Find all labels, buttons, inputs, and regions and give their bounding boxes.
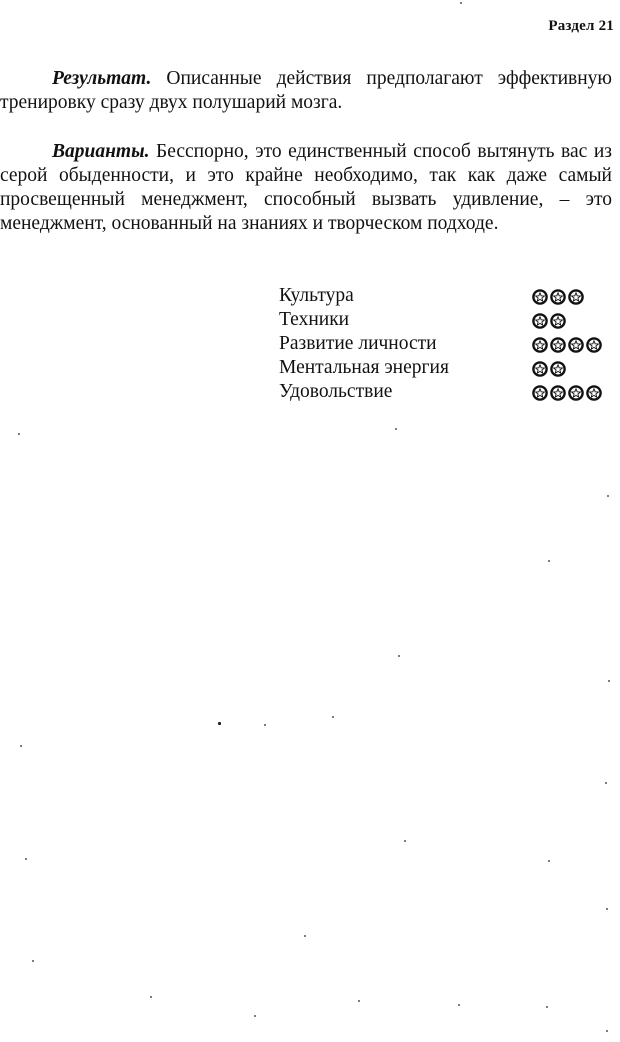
scan-speck [398,655,400,657]
ratings-table [279,284,614,404]
variants-paragraph [0,140,612,236]
rating-marks [532,289,584,305]
result-paragraph [0,67,612,115]
scan-speck [458,1004,460,1006]
star-in-circle-icon [550,385,566,401]
scan-speck [32,960,34,962]
scan-speck [264,724,266,726]
rating-row-personal-development [279,332,614,356]
rating-marks [532,313,566,329]
star-in-circle-icon [568,385,584,401]
scan-speck [404,840,406,842]
rating-label: Ментальная энергия [279,357,449,378]
star-in-circle-icon [550,361,566,377]
scan-speck [548,860,550,862]
star-in-circle-icon [550,337,566,353]
variants-lead: Варианты. [52,141,150,162]
star-in-circle-icon [532,289,548,305]
scan-speck [607,495,609,497]
star-in-circle-icon [532,337,548,353]
rating-row-culture [279,284,614,308]
rating-marks [532,361,566,377]
star-in-circle-icon [586,385,602,401]
scan-speck [304,935,306,937]
rating-label: Развитие личности [279,333,437,354]
star-in-circle-icon [532,313,548,329]
scan-speck [460,2,462,4]
variants-text: Бесспорно, это единственный способ вытянуть вас из серой обыденности, и это крайне необходимо, так как даже самый просвещенный менеджмент, способный вызвать удивление, – это менеджмент, основанный на знаниях и творческом подходе. [0,141,612,234]
scan-speck [548,560,550,562]
result-text: Описанные действия предполагают эффективную тренировку сразу двух полушарий мозга. [0,68,612,113]
star-in-circle-icon [568,289,584,305]
rating-label: Техники [279,309,350,330]
scan-speck [606,1030,608,1032]
scan-speck [20,745,22,747]
star-in-circle-icon [550,313,566,329]
scan-speck [358,1000,360,1002]
star-in-circle-icon [532,361,548,377]
scan-speck [332,716,334,718]
star-in-circle-icon [532,385,548,401]
scan-speck [150,996,152,998]
rating-row-pleasure [279,380,614,404]
rating-marks [532,337,602,353]
rating-row-techniques [279,308,614,332]
rating-label: Удовольствие [279,381,393,402]
scan-speck [218,722,221,725]
scan-speck [395,428,397,430]
rating-label: Культура [279,285,354,306]
rating-marks [532,385,602,401]
scan-speck [546,1006,548,1008]
section-header: Раздел 21 [548,18,614,34]
star-in-circle-icon [550,289,566,305]
star-in-circle-icon [586,337,602,353]
scan-speck [18,433,20,435]
result-lead: Результат. [52,68,152,89]
scan-speck [608,680,610,682]
scan-speck [254,1015,256,1017]
star-in-circle-icon [568,337,584,353]
scan-speck [605,782,607,784]
rating-row-mental-energy [279,356,614,380]
scan-speck [25,858,27,860]
scan-speck [606,908,608,910]
